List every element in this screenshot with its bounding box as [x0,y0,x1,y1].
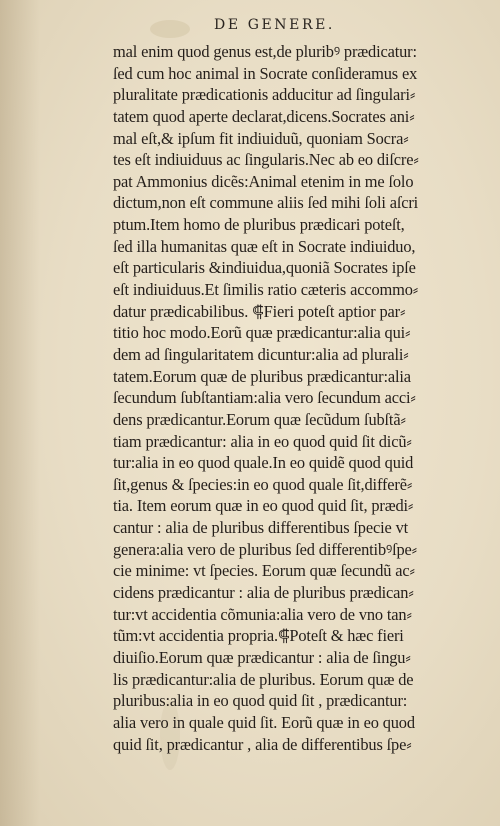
text-line: titio hoc modo.Eorũ quæ prædicantur:alia qui⸗ [113,323,411,343]
text-line: mal eſt,& ipſum fit indiuiduũ, quoniam Socra⸗ [113,128,409,148]
text-line: tia. Item eorum quæ in eo quod quid ſit, prædi⸗ [113,496,414,516]
text-line: tatem.Eorum quæ de pluribus prædicantur:alia [113,366,411,386]
text-line: mal enim quod genus est,de pluribꝰ prædicatur: [113,42,417,61]
text-line: dens prædicantur.Eorum quæ ſecũdum ſubſtã⸗ [113,409,406,429]
text-line: alia vero in quale quid ſit. Eorũ quæ in eo quod [113,712,415,732]
text-line: dem ad ſingularitatem dicuntur:alia ad plurali⸗ [113,344,409,364]
text-line: tũm:vt accidentia propria.⸿Poteſt & hæc fieri [113,626,404,646]
text-line: diuiſio.Eorum quæ prædicantur : alia de ſingu⸗ [113,647,411,667]
text-line: ſed cum hoc animal in Socrate conſideramus ex [113,63,418,83]
text-line: dictum,non eſt commune aliis ſed mihi ſoli aſcri [113,193,419,213]
body-text [113,41,488,755]
text-line: ſecundum ſubſtantiam:alia vero ſecundum acci⸗ [113,388,416,408]
text-line: pluribus:alia in eo quod quid ſit , prædicantur: [113,691,408,711]
text-line: cie minime: vt ſpecies. Eorum quæ ſecundũ ac⸗ [113,561,415,581]
text-line: pluralitate prædicationis adducitur ad ſingulari⸗ [113,85,416,105]
text-line: tatem quod aperte declarat,dicens.Socrates ani⸗ [113,106,415,126]
text-line: eſt particularis &indiuidua,quoniã Socrates ipſe [113,258,416,278]
text-line: ſed illa humanitas quæ eſt in Socrate indiuiduo, [113,236,416,256]
text-line: pat Ammonius dicẽs:Animal etenim in me ſolo [113,171,414,191]
text-line: cantur : alia de pluribus differentibus ſpecie vt [113,518,409,538]
text-line: tes eſt indiuiduus ac ſingularis.Nec ab eo diſcre⸗ [113,150,419,170]
text-line: lis prædicantur:alia de pluribus. Eorum quæ de [113,669,414,689]
text-line: tur:vt accidentia cõmunia:alia vero de vno tan⸗ [113,604,412,624]
text-line: ſit,genus & ſpecies:in eo quod quale ſit,differẽ⸗ [113,474,413,494]
text-line: genera:alia vero de pluribus ſed differentibꝰſpe⸗ [113,539,417,559]
text-line: ptum.Item homo de pluribus prædicari poteſt, [113,215,405,235]
text-line: tiam prædicantur: alia in eo quod quid ſit dicũ⸗ [113,431,412,451]
text-line: quid ſit, prædicantur , alia de differentibus ſpe⸗ [113,734,412,754]
text-line: eſt indiuiduus.Et ſimilis ratio cæteris accommo⸗ [113,280,419,300]
text-line: tur:alia in eo quod quale.In eo quidẽ quod quid [113,453,414,473]
text-line: datur prædicabilibus. ⸿Fieri poteſt aptior par⸗ [113,301,406,321]
paper-stain [150,20,190,38]
text-line: cidens prædicantur : alia de pluribus prædican⸗ [113,583,414,603]
running-head: DE GENERE. [214,17,335,33]
